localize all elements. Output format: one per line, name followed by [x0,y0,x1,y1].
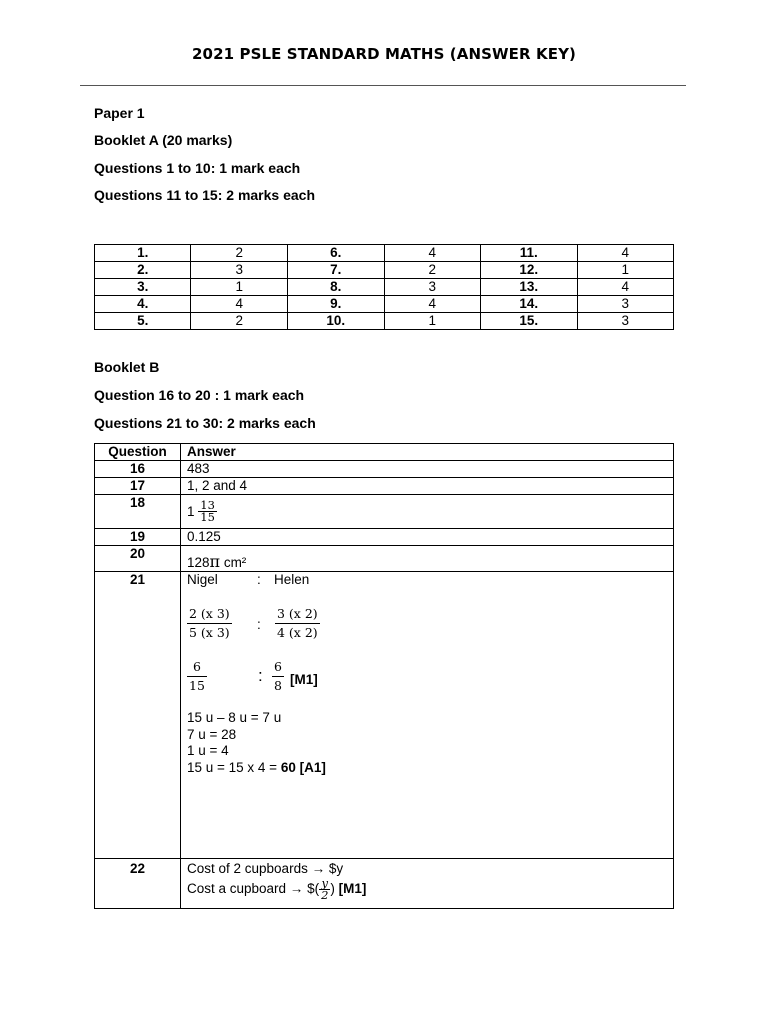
question-number: 12. [480,262,577,279]
paper-label: Paper 1 [94,105,145,121]
answer-text: ) [330,881,335,897]
answer-value: 3 [577,296,673,313]
header-answer: Answer [181,444,674,461]
fraction-helen-conversion [275,605,320,642]
answer-value: 1 [577,262,673,279]
fraction-numerator: 3 (x 2) [277,606,318,621]
question-number: 16 [95,461,181,478]
working-step-final [187,760,326,777]
working-step: 15 u – 8 u = 7 u [187,710,282,725]
question-number: 7. [287,262,384,279]
question-number: 10. [287,313,384,330]
question-number: 4. [95,296,191,313]
question-number: 18 [95,495,181,529]
fraction-denominator: 8 [274,678,282,693]
question-number: 21 [95,572,181,859]
table-header-row [95,444,674,461]
working-step: 7 u = 28 [187,726,237,742]
table-row [95,572,674,859]
question-number: 1. [95,245,191,262]
table-row [95,478,674,495]
fraction-denominator: 2 [321,888,329,902]
question-number: 8. [287,279,384,296]
fraction-denominator: 15 [200,509,215,524]
final-step-working: 15 u = 15 x 4 = [187,759,281,775]
question-number: 19 [95,529,181,546]
question-number: 2. [95,262,191,279]
question-number: 11. [480,245,577,262]
fraction-numerator: 6 [192,659,201,674]
answer-value: 4 [191,296,287,313]
table-row [95,859,674,909]
answer-value: 3 [191,262,287,279]
fraction-denominator: 15 [189,678,205,693]
method-mark: [M1] [338,881,367,897]
ratio-name-helen: Helen [274,572,310,587]
fraction-denominator: 4 (x 2) [277,625,318,640]
answer-value: 1 [191,279,287,296]
answer-cell [181,495,674,529]
mixed-number-whole: 1 [187,504,195,519]
booklet-a-marks-line-1: Questions 1 to 10: 1 mark each [94,160,301,176]
ratio-separator: : [257,572,261,587]
booklet-b-marks-line-1: Question 16 to 20 : 1 mark each [94,387,305,403]
header-question: Question [95,444,181,461]
question-number: 13. [480,279,577,296]
ratio-colon: : [257,617,261,632]
fraction-numerator: 2 (x 3) [189,606,230,621]
question-number: 3. [95,279,191,296]
question-number: 20 [95,546,181,572]
question-number: 5. [95,313,191,330]
table-row [95,245,674,262]
ratio-name-nigel: Nigel [187,572,218,587]
answer-value: 2 [191,313,287,330]
table-row [95,546,674,572]
question-number: 22 [95,859,181,909]
booklet-a-marks-line-2: Questions 11 to 15: 2 marks each [94,187,315,203]
working-step: 1 u = 4 [187,743,229,758]
answer-text: Cost a cupboard → $( [187,881,320,897]
answer-value: 3 [577,313,673,330]
table-row [95,461,674,478]
question-number: 14. [480,296,577,313]
question-number: 15. [480,313,577,330]
answer-value: 4 [577,279,673,296]
method-mark: [M1] [290,672,318,687]
booklet-b-marks-line-2: Questions 21 to 30: 2 marks each [94,415,316,431]
fraction-nigel-result [187,658,207,695]
fraction-denominator: 5 (x 3) [189,625,230,640]
area-unit: cm² [223,555,247,570]
answer-cell: 0.125 [181,529,674,546]
pi-symbol: π [209,552,221,571]
answer-value: 2 [384,262,480,279]
area-value: 128 [187,555,210,570]
table-row [95,296,674,313]
answer-cell [181,546,674,572]
answer-value: 2 [191,245,287,262]
table-row [95,495,674,529]
answer-cell [181,572,674,859]
answer-value: 4 [384,245,480,262]
answer-line [187,878,667,901]
table-row [95,279,674,296]
question-number: 17 [95,478,181,495]
answer-value: 3 [384,279,480,296]
question-number: 6. [287,245,384,262]
answer-value: 4 [577,245,673,262]
title-divider [80,85,686,86]
fraction-helen-result [272,658,284,695]
fraction-numerator: y [321,876,328,890]
booklet-b-heading: Booklet B [94,359,160,375]
table-row [95,262,674,279]
question-number: 9. [287,296,384,313]
answer-value: 1 [384,313,480,330]
answer-cell: 1, 2 and 4 [181,478,674,495]
document-title: 2021 PSLE STANDARD MATHS (ANSWER KEY) [192,45,576,63]
answer-cell [181,859,674,909]
fraction-numerator: 13 [200,497,215,512]
fraction-nigel-conversion [187,605,232,642]
table-row [95,529,674,546]
answer-line: Cost of 2 cupboards → $y [187,861,344,876]
booklet-a-answer-table [94,244,674,330]
booklet-b-answer-table [94,443,674,909]
fraction [198,497,217,524]
answer-value: 4 [384,296,480,313]
fraction [319,878,330,901]
ratio-colon: : [258,666,263,685]
booklet-a-heading: Booklet A (20 marks) [94,132,233,148]
answer-cell: 483 [181,461,674,478]
final-answer: 60 [A1] [280,759,326,775]
fraction-numerator: 6 [274,659,282,674]
table-row [95,313,674,330]
